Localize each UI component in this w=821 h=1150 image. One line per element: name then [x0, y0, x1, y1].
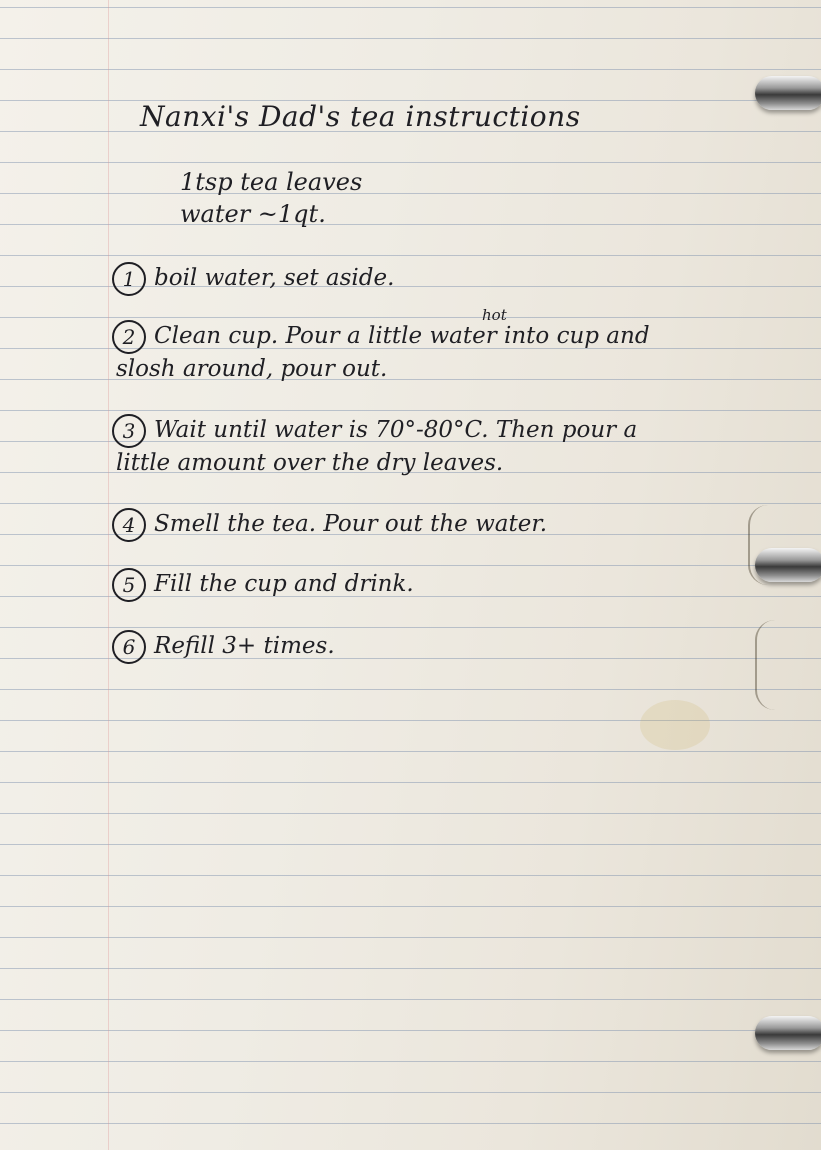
step-number: 2: [112, 320, 146, 354]
page-title: Nanxi's Dad's tea instructions: [140, 100, 581, 133]
step-line: Fill the cup and drink.: [154, 571, 414, 597]
step-line: little amount over the dry leaves.: [116, 450, 504, 476]
step-line: Refill 3+ times.: [154, 633, 335, 659]
step-6: [112, 630, 335, 664]
step-number: 5: [112, 568, 146, 602]
step-line: boil water, set aside.: [154, 265, 395, 291]
step-number: 1: [112, 262, 146, 296]
ingredient-water: water ~1qt.: [180, 200, 326, 228]
step-1: [112, 262, 394, 296]
ingredient-tea: 1tsp tea leaves: [180, 168, 363, 196]
step-line: Smell the tea. Pour out the water.: [154, 511, 548, 537]
binder-rings: [741, 0, 821, 1150]
step-5: [112, 568, 414, 602]
binder-ring: [755, 548, 821, 582]
step-number: 6: [112, 630, 146, 664]
binder-ring: [755, 1016, 821, 1050]
step-number: 4: [112, 508, 146, 542]
step-4: [112, 508, 547, 542]
binder-ring: [755, 76, 821, 110]
step-line: Wait until water is 70°-80°C. Then pour a: [154, 417, 638, 443]
step-2: [112, 320, 650, 386]
paper-stain: [640, 700, 710, 750]
step-line: slosh around, pour out.: [116, 356, 388, 382]
step-3: [112, 414, 637, 480]
step-line: Clean cup. Pour a little water into cup and: [154, 323, 650, 349]
inserted-word: hot: [482, 306, 507, 324]
margin-line: [108, 0, 109, 1150]
step-number: 3: [112, 414, 146, 448]
